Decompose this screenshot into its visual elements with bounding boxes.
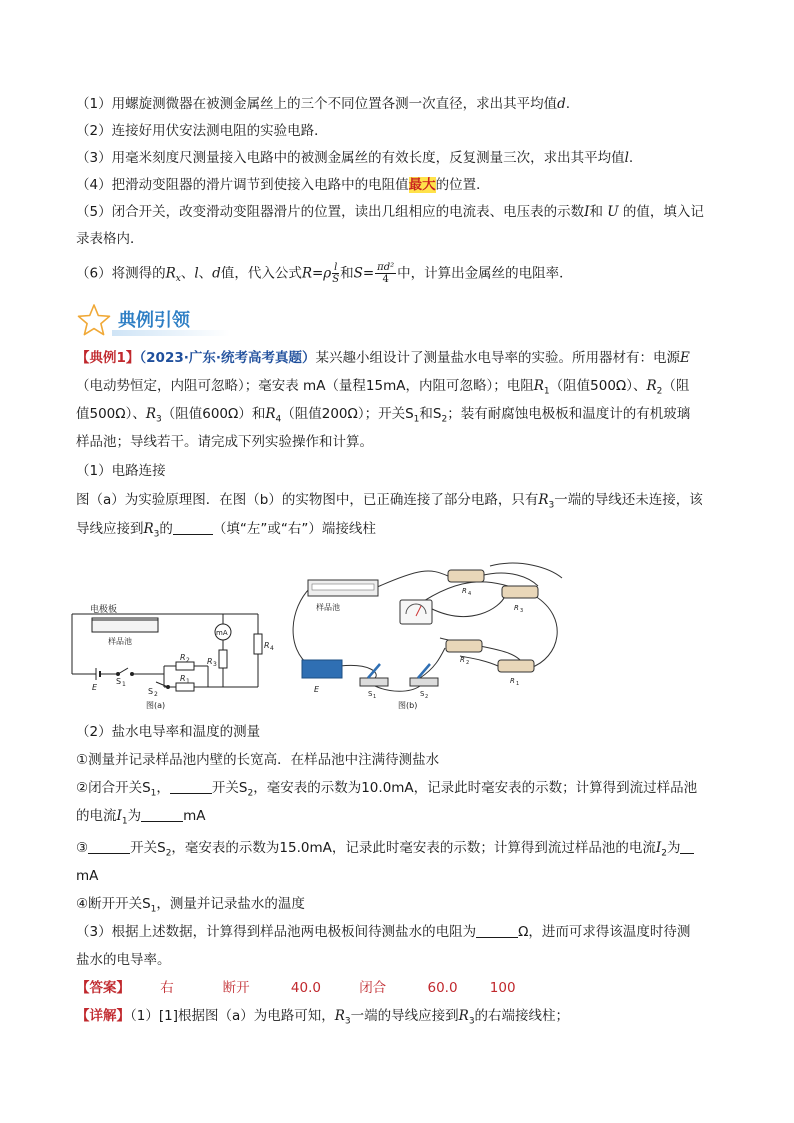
step-4-post: 的位置． bbox=[435, 177, 490, 193]
step-5-text-c: 录表格内． bbox=[76, 231, 144, 247]
question-2-g: mA bbox=[183, 808, 206, 824]
part-3-a: （3）根据上述数据，计算得到样品池两电极板间待测盐水的电阻为 bbox=[76, 924, 477, 940]
detail-R: R bbox=[334, 1008, 345, 1024]
fig-a-pool-label: 样品池 bbox=[108, 637, 132, 646]
fig-a-R4-label: R bbox=[264, 641, 270, 650]
fig-b-S2-sub: 2 bbox=[425, 694, 429, 700]
example-l2-R2: R bbox=[646, 378, 657, 394]
fig-b-R1-sub: 1 bbox=[516, 681, 520, 687]
fig-b-R2-sub: 2 bbox=[466, 660, 470, 666]
example-part-1-line-2 bbox=[76, 519, 376, 545]
step-1 bbox=[76, 94, 570, 114]
detail-line bbox=[76, 1006, 569, 1032]
example-l2-R2-sub: 2 bbox=[656, 386, 663, 397]
answer-blank-1[interactable] bbox=[173, 520, 213, 535]
question-2-c: 开关S bbox=[211, 780, 248, 796]
step-6-Rx: R bbox=[165, 265, 176, 282]
step-5-U: U bbox=[607, 204, 619, 220]
example-l3-R3: R bbox=[145, 406, 157, 422]
fig-b-R4-label: R bbox=[462, 587, 467, 595]
question-4-a: ④断开开关S bbox=[76, 896, 151, 912]
step-3 bbox=[76, 148, 633, 168]
fig-a-electrode-label: 电极板 bbox=[90, 605, 118, 615]
step-6-l: l bbox=[194, 265, 199, 282]
question-2-line-2 bbox=[76, 806, 205, 832]
section-title bbox=[76, 302, 296, 338]
example-l4: 样品池；导线若干。请完成下列实验操作和计算。 bbox=[76, 434, 373, 450]
step-6-sep2: 、 bbox=[198, 265, 213, 282]
step-2 bbox=[76, 121, 328, 141]
question-3-c: ，毫安表的示数为15.0mA，记录此时毫安表的示数；计算得到流过样品池的电流 bbox=[171, 840, 656, 856]
step-4-pre: （4）把滑动变阻器的滑片调节到使接入电路中的电阻值 bbox=[76, 177, 409, 193]
answer-value-3: 40.0 bbox=[290, 980, 321, 996]
fig-a-R2-label: R bbox=[180, 653, 186, 662]
question-3-I-sub: 2 bbox=[661, 848, 667, 859]
fig-a-S2-sub: 2 bbox=[154, 691, 158, 698]
detail-b: 一端的导线应接到 bbox=[350, 1008, 459, 1024]
step-6-frac1-num: l bbox=[334, 262, 338, 273]
question-3-line-1 bbox=[76, 838, 694, 864]
step-6-Rx-sub: x bbox=[175, 274, 181, 285]
detail-tag: 【详解】 bbox=[76, 1008, 130, 1024]
step-6 bbox=[76, 262, 573, 294]
fig-b-R3-label: R bbox=[514, 604, 519, 612]
example-p1-l2c: （填“左”或“右”）端接线柱 bbox=[212, 521, 376, 537]
answer-value-5: 60.0 bbox=[427, 980, 458, 996]
answer-blank-2[interactable] bbox=[170, 779, 212, 794]
question-4-b: ，测量并记录盐水的温度 bbox=[156, 896, 305, 912]
question-2-b: ， bbox=[156, 780, 170, 796]
step-3-end: . bbox=[628, 150, 634, 166]
example-l3-e: ；装有耐腐蚀电极板和温度计的有机玻璃 bbox=[447, 406, 691, 422]
step-4-highlight: 最大 bbox=[408, 177, 436, 193]
step-5-and: 和 bbox=[589, 204, 603, 220]
question-3-b: 开关S bbox=[130, 840, 166, 856]
example-l3-R4-sub: 4 bbox=[275, 414, 282, 425]
step-5-text-b: 的值，填入记 bbox=[622, 204, 704, 220]
question-3-S2-sub: 2 bbox=[165, 848, 172, 859]
example-l2: （电动势恒定，内阻可忽略）；毫安表 mA（量程15mA，内阻可忽略）；电阻 bbox=[76, 378, 534, 394]
step-3-text: （3）用毫米刻度尺测量接入电路中的被测金属丝的有效长度，反复测量三次，求出其平均值 bbox=[76, 150, 625, 166]
star-icon bbox=[76, 302, 112, 338]
question-2-e: 的电流 bbox=[76, 808, 117, 824]
section-title-text: 典例引领 bbox=[118, 310, 190, 331]
question-3-line-2 bbox=[76, 866, 98, 886]
question-4-S1-sub: 1 bbox=[150, 904, 157, 915]
question-2-S1-sub: 1 bbox=[150, 788, 157, 799]
answer-value-1: 右 bbox=[160, 980, 174, 996]
step-4 bbox=[76, 175, 490, 195]
example-p1-l2R-sub: 3 bbox=[153, 529, 160, 540]
fig-b-R2-label: R bbox=[460, 656, 465, 664]
fig-a-caption: 图(a) bbox=[146, 701, 166, 710]
example-p1-l2b: 的 bbox=[159, 521, 173, 537]
fig-b-R1-label: R bbox=[510, 677, 515, 685]
step-6-fraction-1 bbox=[332, 262, 339, 285]
question-2-a: ②闭合开关S bbox=[76, 780, 151, 796]
example-l3-c: （阻值200Ω）；开关S bbox=[281, 406, 414, 422]
question-2-I: I bbox=[116, 808, 122, 824]
answer-value-2: 断开 bbox=[222, 980, 250, 996]
question-2-S2-sub: 2 bbox=[247, 788, 254, 799]
fig-a-R3-label: R bbox=[207, 657, 213, 666]
example-line-4 bbox=[76, 432, 373, 452]
part-3-b: Ω，进而可求得该温度时待测 bbox=[518, 924, 691, 940]
fig-a-S1-label: S bbox=[116, 677, 122, 686]
fig-a-S2-label: S bbox=[148, 687, 154, 696]
fig-a-R1-label: R bbox=[180, 674, 186, 683]
step-5-line2 bbox=[76, 229, 144, 249]
example-l3-R3-sub: 3 bbox=[156, 414, 162, 425]
fig-b-pool-label: 样品池 bbox=[316, 603, 340, 612]
step-6-frac1-den: S bbox=[332, 274, 340, 285]
step-5-text-a: （5）闭合开关，改变滑动变阻器滑片的位置，读出几组相应的电流表、电压表的示数 bbox=[76, 204, 585, 220]
detail-R2-sub: 3 bbox=[468, 1016, 475, 1027]
example-l3-a: 值500Ω）、 bbox=[76, 406, 146, 422]
answer-blank-5[interactable] bbox=[680, 839, 694, 854]
example-line-1 bbox=[76, 348, 690, 368]
example-l3-d: 和S bbox=[419, 406, 442, 422]
fig-a-R4-sub: 4 bbox=[270, 645, 274, 652]
detail-R-sub: 3 bbox=[344, 1016, 351, 1027]
example-p1: （1）电路连接 bbox=[76, 463, 166, 479]
part-3-line-2 bbox=[76, 950, 171, 970]
question-2-line-1 bbox=[76, 778, 697, 804]
part-3-c: 盐水的电导率。 bbox=[76, 952, 171, 968]
example-p1-l2R: R bbox=[143, 521, 154, 537]
question-1-text: ①测量并记录样品池内壁的长宽高．在样品池中注满待测盐水 bbox=[76, 752, 440, 768]
detail-c: 的右端接线柱； bbox=[474, 1008, 570, 1024]
example-l2-R1-sub: 1 bbox=[543, 386, 550, 397]
part-3-line-1 bbox=[76, 922, 690, 942]
step-5-I: I bbox=[584, 204, 590, 220]
example-l2-R1: R bbox=[533, 378, 544, 394]
step-2-text: （2）连接好用伏安法测电阻的实验电路． bbox=[76, 123, 328, 139]
fig-b-S1-sub: 1 bbox=[373, 694, 377, 700]
question-2-f: 为 bbox=[127, 808, 142, 824]
example-l2-c: （阻 bbox=[662, 378, 690, 394]
answer-blank-3[interactable] bbox=[141, 807, 183, 822]
step-6-fraction-2 bbox=[375, 262, 396, 285]
example-tag: 【典例1】 bbox=[76, 350, 140, 366]
fig-a-S1-sub: 1 bbox=[122, 681, 126, 688]
fig-a-R1-sub: 1 bbox=[186, 678, 190, 685]
fig-b-R4-sub: 4 bbox=[468, 591, 472, 597]
example-l1: 某兴趣小组设计了测量盐水电导率的实验。所用器材有：电源 bbox=[315, 350, 680, 366]
example-l3-R4: R bbox=[265, 406, 276, 422]
question-4 bbox=[76, 894, 305, 920]
fig-b-caption: 图(b) bbox=[398, 701, 418, 710]
example-p2: （2）盐水电导率和温度的测量 bbox=[76, 724, 261, 740]
figure-a-circuit bbox=[68, 602, 278, 712]
fig-b-E-label: E bbox=[314, 685, 320, 694]
step-6-text-f: 中，计算出金属丝的电阻率． bbox=[397, 265, 573, 282]
step-6-formula-S: S= bbox=[353, 265, 375, 282]
detail-a: （1）[1]根据图（a）为电路可知， bbox=[130, 1008, 335, 1024]
question-3-d: 为 bbox=[666, 840, 681, 856]
fig-a-R2-sub: 2 bbox=[186, 657, 190, 664]
step-6-sep1: 、 bbox=[180, 265, 195, 282]
answer-blank-6[interactable] bbox=[476, 923, 518, 938]
question-3-a: ③ bbox=[76, 840, 89, 856]
example-part-1-line-1 bbox=[76, 490, 703, 516]
example-l2-b: （阻值500Ω）、 bbox=[549, 378, 647, 394]
example-part-1-title bbox=[76, 461, 166, 481]
answer-blank-4[interactable] bbox=[88, 839, 130, 854]
example-line-3 bbox=[76, 404, 690, 430]
example-l3-S1-sub: 1 bbox=[413, 414, 420, 425]
question-3-I: I bbox=[655, 840, 662, 856]
example-l3-S2-sub: 2 bbox=[441, 414, 448, 425]
fig-a-mA-label: mA bbox=[216, 629, 228, 637]
step-6-text-a: （6）将测得的 bbox=[76, 265, 166, 282]
example-l3-b: （阻值600Ω）和 bbox=[161, 406, 266, 422]
question-1 bbox=[76, 750, 439, 770]
step-1-text: （1）用螺旋测微器在被测金属丝上的三个不同位置各测一次直径，求出其平均值 bbox=[76, 96, 558, 112]
step-5-line1 bbox=[76, 202, 704, 222]
example-p1-l1b: 一端的导线还未连接，该 bbox=[554, 492, 703, 508]
step-6-frac2-num: πd² bbox=[377, 262, 395, 273]
step-6-and: 和 bbox=[340, 265, 354, 282]
fig-b-R3-sub: 3 bbox=[520, 608, 524, 614]
question-2-I-sub: 1 bbox=[121, 816, 128, 827]
step-6-frac2-den: 4 bbox=[382, 274, 389, 285]
step-1-var: d bbox=[557, 96, 566, 112]
example-l1-E: E bbox=[680, 350, 690, 366]
fig-b-S2-label: S bbox=[420, 690, 425, 698]
example-p1-l2a: 导线应接到 bbox=[76, 521, 144, 537]
step-6-formula-R: R=ρ bbox=[301, 265, 332, 282]
example-line-2 bbox=[76, 376, 689, 402]
question-2-d: ，毫安表的示数为10.0mA，记录此时毫安表的示数；计算得到流过样品池 bbox=[253, 780, 698, 796]
answer-value-4: 闭合 bbox=[359, 980, 387, 996]
step-1-end: . bbox=[565, 96, 571, 112]
example-p1-l1a: 图（a）为实验原理图．在图（b）的实物图中，已正确连接了部分电路，只有 bbox=[76, 492, 539, 508]
answer-value-6: 100 bbox=[489, 980, 516, 996]
question-3-e: mA bbox=[76, 868, 99, 884]
answer-line bbox=[76, 978, 530, 998]
step-6-text-e: 值，代入公式 bbox=[220, 265, 302, 282]
example-p1-R-sub: 3 bbox=[548, 500, 555, 511]
figure-b-apparatus bbox=[280, 548, 580, 710]
step-3-var: l bbox=[624, 150, 629, 166]
fig-b-S1-label: S bbox=[368, 690, 373, 698]
step-6-d: d bbox=[212, 265, 221, 282]
example-p1-R: R bbox=[538, 492, 549, 508]
fig-a-R3-sub: 3 bbox=[213, 661, 217, 668]
example-part-2-title bbox=[76, 722, 260, 742]
fig-a-E-label: E bbox=[92, 683, 98, 692]
detail-R2: R bbox=[458, 1008, 469, 1024]
answer-tag: 【答案】 bbox=[76, 980, 130, 996]
example-source: （2023·广东·统考高考真题） bbox=[139, 350, 316, 366]
